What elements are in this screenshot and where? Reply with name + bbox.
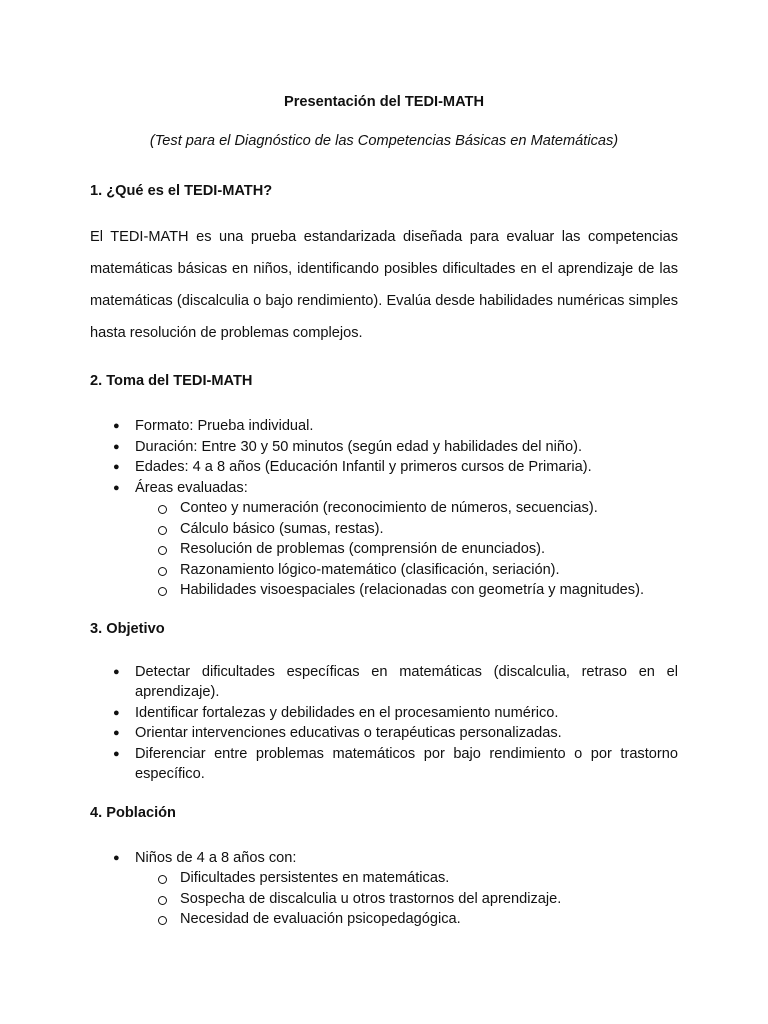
sub-list-item: Necesidad de evaluación psicopedagógica. xyxy=(135,909,678,930)
hollow-bullet-icon xyxy=(158,916,167,925)
document-title: Presentación del TEDI-MATH xyxy=(283,94,484,110)
section-2-heading: 2. Toma del TEDI-MATH xyxy=(90,373,253,389)
sub-list-item: Conteo y numeración (reconocimiento de números, secuencias). xyxy=(135,498,678,519)
sub-list-item: Sospecha de discalculia u otros trastornos del aprendizaje. xyxy=(135,889,678,910)
section-4-list xyxy=(90,848,678,930)
document-subtitle: (Test para el Diagnóstico de las Competencias Básicas en Matemáticas) xyxy=(149,133,619,149)
sub-list-item: Dificultades persistentes en matemáticas. xyxy=(135,868,678,889)
bullet-icon: ● xyxy=(113,481,120,494)
list-item: ● Orientar intervenciones educativas o terapéuticas personalizadas. xyxy=(90,723,678,744)
section-4-heading: 4. Población xyxy=(90,804,176,821)
list-item: ● Detectar dificultades específicas en matemáticas (discalculia, retraso en el aprendizaje). xyxy=(113,663,678,700)
section-1-heading: 1. ¿Qué es el TEDI-MATH? xyxy=(90,183,273,199)
list-item: ● Áreas evaluadas: Conteo y numeración (reconocimiento de números, secuencias). Cálculo básico (sumas, restas). Resolución de problemas (comprensión de enunciados). Razonamiento lógico-matemático (clasificación, seriación). Habilidades visoespaciales (relacionadas con geometría y magnitudes). xyxy=(90,478,678,601)
sub-list xyxy=(135,498,678,601)
sub-list-item: Resolución de problemas (comprensión de enunciados). xyxy=(135,539,678,560)
section-3-heading: 3. Objetivo xyxy=(90,620,165,637)
document-page xyxy=(90,92,678,930)
list-item: ● Niños de 4 a 8 años con: Dificultades persistentes en matemáticas. Sospecha de discalculia u otros trastornos del aprendizaje. Necesidad de evaluación psicopedagógica. xyxy=(90,848,678,930)
hollow-bullet-icon xyxy=(158,526,167,535)
hollow-bullet-icon xyxy=(158,505,167,514)
bullet-icon: ● xyxy=(113,706,120,719)
bullet-icon: ● xyxy=(113,440,120,453)
bullet-icon: ● xyxy=(113,727,120,739)
list-item: ● Identificar fortalezas y debilidades en el procesamiento numérico. xyxy=(90,703,678,724)
list-item: ● Diferenciar entre problemas matemáticos por bajo rendimiento o por trastorno específico. xyxy=(113,745,678,782)
hollow-bullet-icon xyxy=(158,587,167,596)
bullet-icon: ● xyxy=(113,420,120,432)
section-1-paragraph: El TEDI-MATH es una prueba estandarizada diseñada para evaluar las competencias matemáticas básicas en niños, identificando posibles dificultades en el aprendizaje de las matemáticas (discalculia o bajo rendimiento). Evalúa desde habilidades numéricas simples hasta resolución de problemas complejos. xyxy=(90,229,678,341)
sub-list-item: Habilidades visoespaciales (relacionadas con geometría y magnitudes). xyxy=(135,580,678,601)
bullet-icon: ● xyxy=(113,747,120,760)
hollow-bullet-icon xyxy=(158,875,167,884)
list-item: ● Duración: Entre 30 y 50 minutos (según edad y habilidades del niño). xyxy=(90,437,678,458)
hollow-bullet-icon xyxy=(158,546,167,555)
hollow-bullet-icon xyxy=(158,567,167,576)
list-item: ● Edades: 4 a 8 años (Educación Infantil y primeros cursos de Primaria). xyxy=(90,457,678,478)
section-2-list xyxy=(90,416,678,601)
bullet-icon: ● xyxy=(113,851,120,864)
sub-list-item: Cálculo básico (sumas, restas). xyxy=(135,519,678,540)
sub-list-item: Razonamiento lógico-matemático (clasificación, seriación). xyxy=(135,560,678,581)
bullet-icon: ● xyxy=(113,665,120,678)
section-3-list xyxy=(90,662,678,785)
hollow-bullet-icon xyxy=(158,896,167,905)
bullet-icon: ● xyxy=(113,461,120,473)
list-item: ● Formato: Prueba individual. xyxy=(90,416,678,437)
sub-list xyxy=(135,868,678,930)
